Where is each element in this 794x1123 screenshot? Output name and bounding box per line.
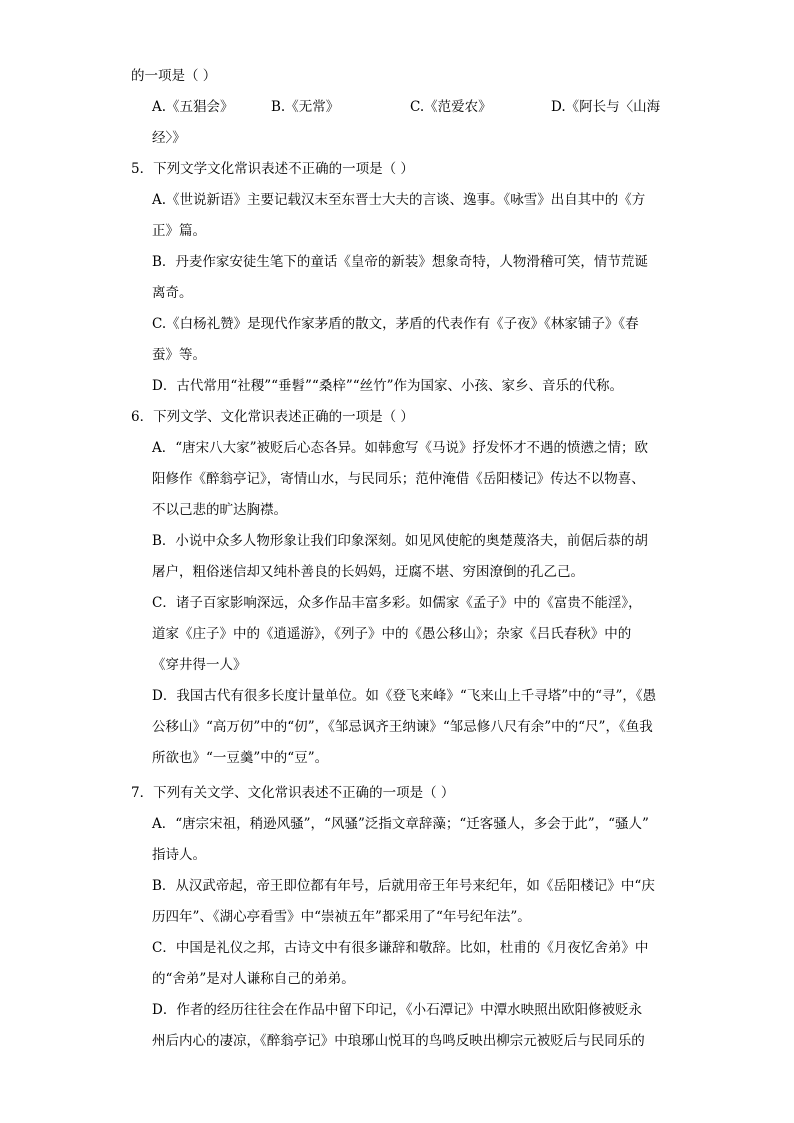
q6-option-c-line2: 道家《庄子》中的《逍遥游》，《列子》中的《愚公移山》；杂家《吕氏春秋》中的 — [152, 626, 632, 642]
q7-option-a-line1: A．“唐宗宋祖，稍逊风骚”，“风骚”泛指文章辞藻；“迁客骚人，多会于此”，“骚人” — [152, 816, 649, 832]
q4-stem-tail: 的一项是（ ） — [131, 68, 217, 84]
q7-stem: 7．下列有关文学、文化常识表述不正确的一项是（ ） — [131, 785, 455, 801]
q7-option-d-line2: 州后内心的凄凉，《醉翁亭记》中琅琊山悦耳的鸟鸣反映出柳宗元被贬后与民同乐的 — [152, 1033, 645, 1049]
q6-option-d-line2: 公移山》“高万仞”中的“仞”，《邹忌讽齐王纳谏》“邹忌修八尺有余”中的“尺”，《鱼我 — [152, 719, 653, 735]
q7-option-a-line2: 指诗人。 — [152, 847, 206, 863]
q7-option-c-line2: 的“舍弟”是对人谦称自己的弟弟。 — [152, 971, 355, 987]
q4-option-a: A.《五猖会》 — [152, 99, 234, 115]
q7-option-d-line1: D．作者的经历往往会在作品中留下印记，《小石潭记》中潭水映照出欧阳修被贬永 — [152, 1002, 643, 1018]
q7-option-b-line2: 历四年”、《湖心亭看雪》中“崇祯五年”都采用了“年号纪年法”。 — [152, 909, 531, 925]
q6-option-b-line2: 屠户，粗俗迷信却又纯朴善良的长妈妈，迂腐不堪、穷困潦倒的孔乙己。 — [152, 564, 584, 580]
q6-option-a-line1: A．“唐宋八大家”被贬后心态各异。如韩愈写《马说》抒发怀才不遇的愤懑之情；欧 — [152, 440, 649, 456]
q6-stem: 6．下列文学、文化常识表述正确的一项是（ ） — [131, 409, 414, 425]
q5-option-c-line2: 蚕》等。 — [152, 347, 206, 363]
q7-option-b-line1: B．从汉武帝起，帝王即位都有年号，后就用帝王年号来纪年，如《岳阳楼记》中“庆 — [152, 878, 655, 894]
q6-option-a-line2: 阳修作《醉翁亭记》，寄情山水，与民同乐；范仲淹借《岳阳楼记》传达不以物喜、 — [152, 471, 645, 487]
q6-option-a-line3: 不以己悲的旷达胸襟。 — [152, 502, 287, 518]
q7-option-c-line1: C．中国是礼仪之邦，古诗文中有很多谦辞和敬辞。比如，杜甫的《月夜忆舍弟》中 — [152, 940, 649, 956]
q6-option-c-line1: C．诸子百家影响深远，众多作品丰富多彩。如儒家《孟子》中的《富贵不能淫》， — [152, 595, 642, 611]
q5-option-d-line1: D．古代常用“社稷”“垂髫”“桑梓”“丝竹”作为国家、小孩、家乡、音乐的代称。 — [152, 378, 624, 394]
q5-option-c-line1: C.《白杨礼赞》是现代作家茅盾的散文，茅盾的代表作有《子夜》《林家铺子》《春 — [152, 316, 639, 332]
q4-option-d: D.《阿长与〈山海 — [551, 99, 661, 115]
q5-option-a-line1: A.《世说新语》主要记载汉末至东晋士大夫的言谈、逸事。《咏雪》出自其中的《方 — [152, 192, 646, 208]
q6-option-b-line1: B．小说中众多人物形象让我们印象深刻。如见风使舵的奥楚蔑洛夫，前倨后恭的胡 — [152, 533, 648, 549]
q4-option-b: B.《无常》 — [271, 99, 340, 115]
q5-option-a-line2: 正》篇。 — [152, 223, 206, 239]
q5-option-b-line1: B．丹麦作家安徒生笔下的童话《皇帝的新装》想象奇特，人物滑稽可笑，情节荒诞 — [152, 254, 648, 270]
q6-option-d-line1: D．我国古代有很多长度计量单位。如《登飞来峰》“飞来山上千寻塔”中的“寻”，《愚 — [152, 688, 657, 704]
q5-option-b-line2: 离奇。 — [152, 285, 193, 301]
q6-option-d-line3: 所欲也》“一豆羹”中的“豆”。 — [152, 750, 329, 766]
q4-option-c: C.《范爱农》 — [410, 99, 492, 115]
q5-stem: 5．下列文学文化常识表述不正确的一项是（ ） — [131, 161, 414, 177]
q4-option-d-cont: 经〉》 — [152, 130, 186, 146]
q6-option-c-line3: 《穿井得一人》 — [152, 657, 247, 673]
